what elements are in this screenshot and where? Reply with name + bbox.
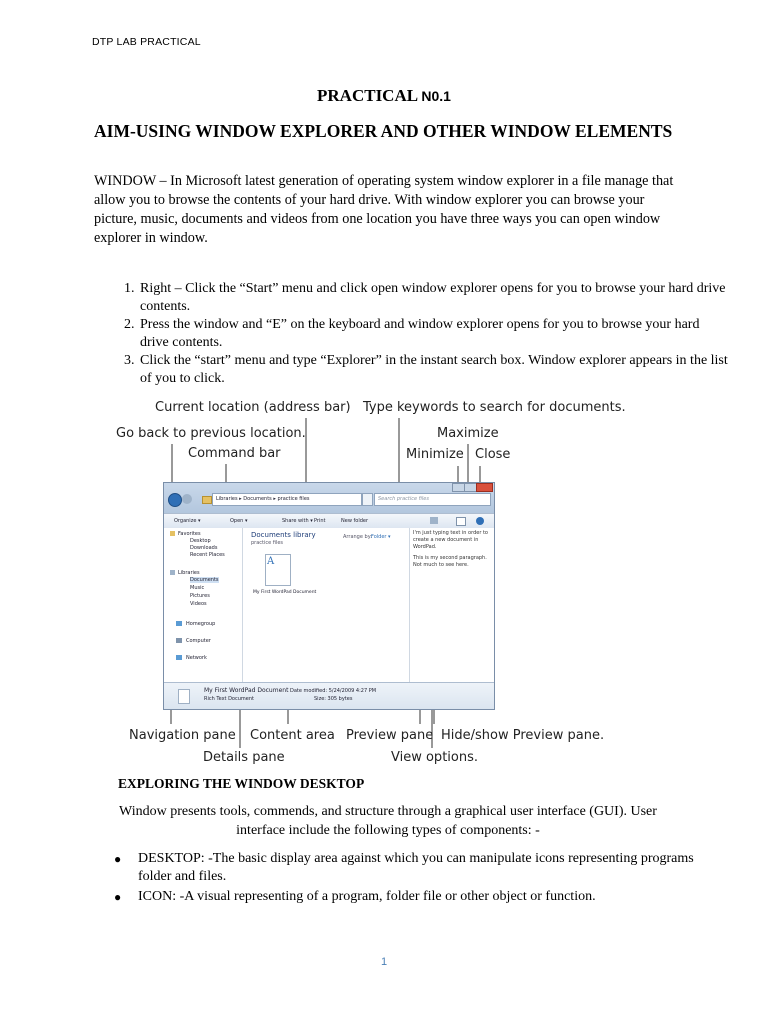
label-content-area: Content area [250,728,335,743]
arrange-by-value[interactable]: Folder ▾ [371,534,391,540]
forward-button[interactable] [182,494,192,504]
nav-network[interactable]: Network [186,655,207,661]
library-icon [170,570,175,575]
bullet-text: DESKTOP: -The basic display area against which you can manipulate icons representing programs folder and files. [138,851,694,884]
explorer-window [163,482,495,710]
nav-recent-places[interactable]: Recent Places [190,552,225,558]
nav-favorites[interactable]: Favorites [178,531,201,537]
label-command-bar: Command bar [188,446,281,461]
folder-icon [202,496,212,504]
network-icon [176,655,182,660]
details-modified: Date modified: 5/24/2009 4:27 PM [290,688,377,694]
preview-text-1: I'm just typing text in order to create a new document in WordPad. [413,530,488,550]
nav-music[interactable]: Music [190,585,205,591]
bullet-icon: ● [114,852,122,866]
list-item: 1. Right – Click the “Start” menu and click open window explorer opens for you to browse your hard drive contents. [138,280,728,316]
arrange-by-label: Arrange by: [343,534,372,540]
homegroup-icon [176,621,182,626]
address-breadcrumb: Libraries ▸ Documents ▸ practice files [216,496,310,502]
navigation-pane [164,528,243,683]
open-menu[interactable]: Open ▾ [230,518,248,524]
document-letter-icon: A [267,556,275,567]
back-button[interactable] [168,493,182,507]
practical-title-text: PRACTICAL [317,86,422,105]
nav-pictures[interactable]: Pictures [190,593,210,599]
search-box[interactable] [374,493,491,506]
list-item: 3. Click the “start” menu and type “Explorer” in the instant search box. Window explorer appears in the list of you to click. [138,352,728,388]
label-maximize: Maximize [437,426,499,441]
preview-pane [409,528,494,683]
window-body [164,528,494,683]
list-item [114,888,728,906]
library-title: Documents library [251,531,316,539]
page-header: DTP LAB PRACTICAL [92,36,201,48]
print-button[interactable]: Print [314,518,326,524]
label-address-bar: Current location (address bar) [155,400,351,415]
label-minimize: Minimize [406,447,464,462]
practical-number: N0.1 [421,88,451,104]
share-with-menu[interactable]: Share with ▾ [282,518,313,524]
close-button[interactable] [476,483,493,492]
label-hide-show-preview: Hide/show Preview pane. [441,728,605,743]
nav-documents[interactable]: Documents [190,577,219,583]
bullet-text: ICON: -A visual representing of a program, folder file or other object or function. [138,889,596,904]
preview-text-2: This is my second paragraph. Not much to see here. [413,555,487,568]
view-options-icon[interactable] [430,517,438,524]
command-bar [164,513,494,529]
details-size: Size: 305 bytes [314,696,353,702]
details-name: My First WordPad Document [204,687,289,694]
help-icon[interactable] [476,517,484,525]
content-area [243,528,409,683]
refresh-button[interactable] [362,493,373,506]
title-bar [164,483,494,513]
nav-videos[interactable]: Videos [190,601,207,607]
bullet-icon: ● [114,890,122,904]
nav-homegroup[interactable]: Homegroup [186,621,216,627]
bullet-list [94,850,728,908]
nav-desktop[interactable]: Desktop [190,538,211,544]
computer-icon [176,638,182,643]
label-details-pane: Details pane [203,750,285,765]
library-subtitle: practice files [251,540,284,546]
star-icon [170,531,175,536]
details-type: Rich Text Document [204,696,254,702]
section-heading: EXPLORING THE WINDOW DESKTOP [118,776,365,791]
search-placeholder: Search practice files [378,496,429,502]
address-bar[interactable] [212,493,362,506]
organize-menu[interactable]: Organize ▾ [174,518,201,524]
nav-downloads[interactable]: Downloads [190,545,218,551]
label-search: Type keywords to search for documents. [363,400,626,415]
preview-pane-toggle-icon[interactable] [456,517,466,526]
page-number: 1 [380,956,388,968]
section-paragraph: Window presents tools, commends, and structure through a graphical user interface (GUI). User interface include the following types of components: - [119,804,657,838]
label-close: Close [475,447,511,462]
label-go-back: Go back to previous location. [116,426,306,441]
list-item [114,850,728,886]
nav-libraries[interactable]: Libraries [178,570,200,576]
label-preview-pane: Preview pane [346,728,434,743]
file-name[interactable]: My First WordPad Document [253,590,317,595]
details-pane [164,682,494,709]
label-navigation-pane: Navigation pane [129,728,236,743]
details-file-icon [178,689,190,704]
aim-heading: AIM-USING WINDOW EXPLORER AND OTHER WINDOW ELEMENTS [94,121,673,141]
label-view-options: View options. [391,750,478,765]
list-item: 2. Press the window and “E” on the keyboard and window explorer opens for you to browse your hard drive contents. [138,316,728,352]
nav-computer[interactable]: Computer [186,638,211,644]
intro-paragraph: WINDOW – In Microsoft latest generation of operating system window explorer in a file manage that allow you to browse the contents of your hard drive. With window explorer you can browse your picture, music, documents and videos from one location you have three ways you can open window explorer in window. [94,173,674,246]
new-folder-button[interactable]: New folder [341,518,369,524]
